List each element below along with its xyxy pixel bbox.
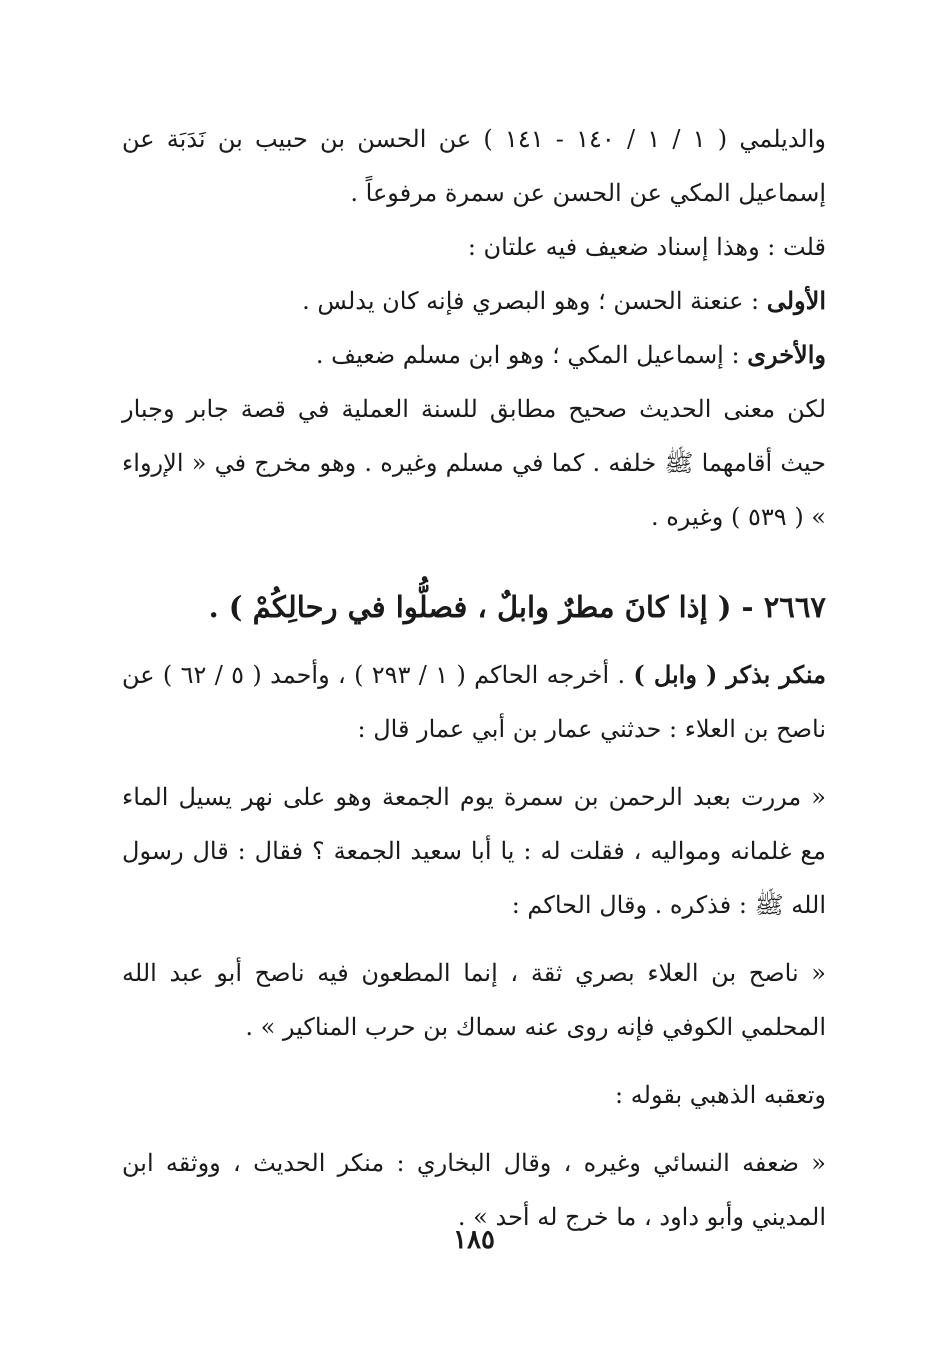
page-body — [122, 112, 868, 1322]
paragraph-first-defect — [122, 274, 868, 328]
grading-text: . أخرجه الحاكم ( ١ / ٢٩٣ ) ، وأحمد ( ٥ / ٦٢ ) عن ناصح بن العلاء : حدثني عمار بن أبي عمار قال : — [122, 661, 826, 743]
quote-dhahabi: « ضعفه النسائي وغيره ، وقال البخاري : منكر الحديث ، ووثقه ابن المديني وأبو داود ، ما خرج له أحد » . — [122, 1149, 826, 1231]
hadith-heading: ٢٦٦٧ - ( إذا كانَ مطرٌ وابلٌ ، فصلُّوا في رحالِكُمْ ) . — [208, 590, 826, 624]
first-defect-text: : عنعنة الحسن ؛ وهو البصري فإنه كان يدلس . — [302, 287, 767, 315]
paragraph-dhahabi: وتعقبه الذهبي بقوله : — [615, 1081, 826, 1109]
quote-narration: « مررت بعبد الرحمن بن سمرة يوم الجمعة وهو على نهر يسيل الماء مع غلمانه ومواليه ، فقلت له : يا أبا سعيد الجمعة ؟ فقال : قال رسول الله ﷺ : فذكره . وقال الحاكم : — [122, 783, 826, 919]
second-defect-text: : إسماعيل المكي ؛ وهو ابن مسلم ضعيف . — [315, 341, 748, 369]
paragraph-second-defect — [122, 328, 868, 382]
page-number: ١٨٥ — [453, 1225, 495, 1255]
paragraph-comment: قلت : وهذا إسناد ضعيف فيه علتان : — [467, 233, 826, 261]
grading-label: منكر بذكر ( وابل ) — [633, 660, 827, 689]
second-defect-label: والأخرى — [747, 340, 826, 369]
first-defect-label: الأولى — [766, 286, 826, 315]
paragraph-meaning: لكن معنى الحديث صحيح مطابق للسنة العملية في قصة جابر وجبار حيث أقامهما ﷺ خلفه . كما في مسلم وغيره . وهو مخرج في « الإرواء » ( ٥٣٩ ) وغيره . — [122, 395, 827, 531]
paragraph-citation: والديلمي ( ١ / ١ / ١٤٠ - ١٤١ ) عن الحسن بن حبيب بن نَدَبَة عن إسماعيل المكي عن الحسن عن سمرة مرفوعاً . — [122, 125, 827, 207]
paragraph-grading — [122, 648, 868, 756]
quote-hakim: « ناصح بن العلاء بصري ثقة ، إنما المطعون فيه ناصح أبو عبد الله المحلمي الكوفي فإنه روى عنه سماك بن حرب المناكير » . — [122, 959, 826, 1041]
